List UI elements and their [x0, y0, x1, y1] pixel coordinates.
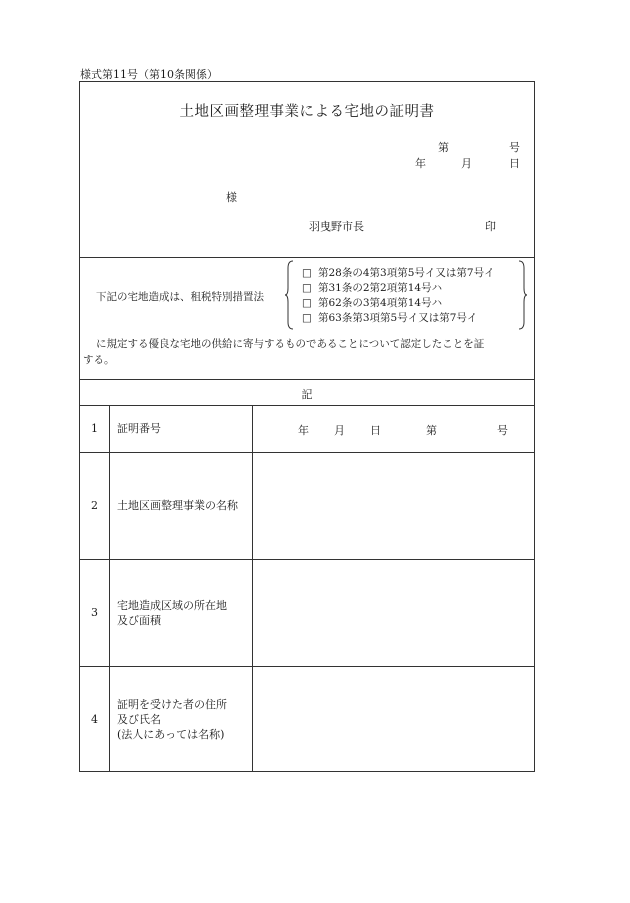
- certificate-frame: [79, 81, 535, 772]
- statement-body-line1: に規定する優良な宅地の供給に寄与するものであることについて認定したことを証: [96, 338, 485, 350]
- divider: [80, 405, 534, 406]
- checkbox-icon[interactable]: □: [302, 312, 312, 324]
- divider: [80, 379, 534, 380]
- row-number: 2: [91, 499, 98, 512]
- statement-body-line2: する。: [83, 354, 115, 366]
- row-number: 3: [91, 606, 98, 619]
- cert-year[interactable]: 年: [298, 424, 309, 437]
- cert-month[interactable]: 月: [334, 424, 345, 437]
- divider: [80, 257, 534, 258]
- addressee-sama: 様: [226, 191, 237, 204]
- seal-mark: 印: [485, 220, 496, 233]
- ki-heading: 記: [301, 388, 313, 401]
- option-item: [302, 295, 442, 310]
- left-brace-icon: [285, 260, 294, 330]
- row-number: 4: [91, 713, 98, 726]
- table-column-divider: [252, 405, 253, 771]
- row-number: 1: [91, 422, 98, 435]
- table-row-divider: [80, 559, 534, 560]
- issuer-mayor: 羽曳野市長: [309, 220, 364, 233]
- option-text: 第63条第3項第5号イ又は第7号イ: [318, 312, 478, 324]
- date-month: 月: [461, 157, 472, 170]
- option-text: 第31条の2第2項第14号ハ: [318, 282, 443, 294]
- date-day: 日: [509, 157, 520, 170]
- checkbox-icon[interactable]: □: [302, 267, 312, 279]
- cert-dai[interactable]: 第: [426, 424, 437, 437]
- row-label-name: 及び氏名: [117, 713, 161, 726]
- row-label-location: 宅地造成区域の所在地: [117, 599, 227, 612]
- table-row-divider: [80, 666, 534, 667]
- form-number-label: 様式第11号（第10条関係）: [80, 68, 218, 81]
- cert-go[interactable]: 号: [497, 424, 508, 437]
- date-year: 年: [415, 157, 426, 170]
- cert-day[interactable]: 日: [370, 424, 381, 437]
- right-brace-icon: [518, 260, 527, 330]
- row-label-certificate-number: 証明番号: [117, 422, 161, 435]
- number-dai: 第: [438, 141, 449, 154]
- option-item: [302, 310, 477, 325]
- row-label-project-name: 土地区画整理事業の名称: [117, 499, 238, 512]
- row-label-area: 及び面積: [117, 614, 161, 627]
- row-label-corporate-note: (法人にあっては名称): [117, 728, 225, 741]
- table-column-divider: [109, 405, 110, 771]
- option-text: 第28条の4第3項第5号イ又は第7号イ: [318, 267, 495, 279]
- row-label-address: 証明を受けた者の住所: [117, 698, 227, 711]
- document-title: 土地区画整理事業による宅地の証明書: [179, 104, 435, 120]
- number-go: 号: [509, 141, 520, 154]
- option-text: 第62条の3第4項第14号ハ: [318, 297, 443, 309]
- table-row-divider: [80, 452, 534, 453]
- checkbox-icon[interactable]: □: [302, 297, 312, 309]
- option-item: [302, 265, 495, 280]
- checkbox-icon[interactable]: □: [302, 282, 312, 294]
- statement-lead: 下記の宅地造成は、租税特別措置法: [96, 291, 264, 303]
- option-item: [302, 280, 442, 295]
